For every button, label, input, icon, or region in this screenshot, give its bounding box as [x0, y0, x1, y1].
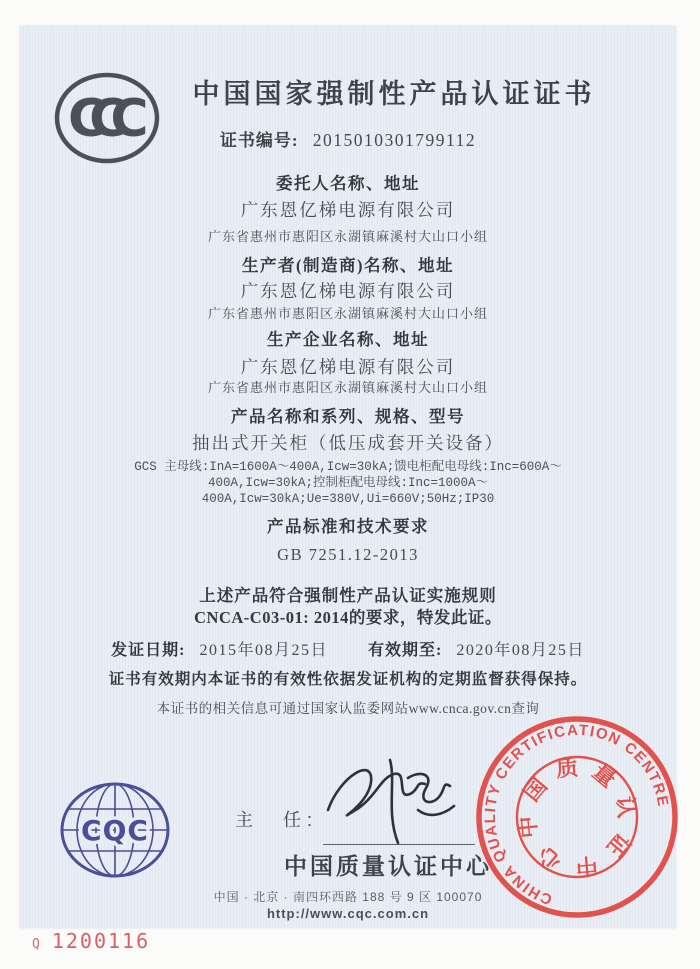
product-spec-line-2: 400A,Icw=30kA;控制柜配电母线:Inc=1000A～: [207, 476, 489, 490]
expiry-date-group: [368, 637, 585, 660]
manufacturer-address: 广东省惠州市惠阳区永湖镇麻溪村大山口小组: [207, 306, 488, 321]
section-heading-standard: 产品标准和技术要求: [267, 517, 429, 536]
print-serial-number: [32, 929, 150, 953]
signature-underline: [323, 844, 475, 845]
product-name: 抽出式开关柜（低压成套开关设备）: [192, 433, 504, 453]
factory-address: 广东省惠州市惠阳区永湖镇麻溪村大山口小组: [207, 380, 488, 395]
standard-code: GB 7251.12-2013: [277, 545, 419, 564]
conformity-statement-line-1: 上述产品符合强制性产品认证实施规则: [199, 586, 497, 605]
validity-note: 证书有效期内本证书的有效性依据发证机构的定期监督获得保持。: [108, 671, 588, 688]
query-note: 本证书的相关信息可通过国家认监委网站www.cnca.gov.cn查询: [156, 701, 540, 716]
applicant-name: 广东恩亿梯电源有限公司: [240, 200, 456, 220]
issuing-organization-name: 中国质量认证中心: [284, 853, 492, 879]
section-heading-applicant: 委托人名称、地址: [276, 174, 420, 193]
section-heading-product: 产品名称和系列、规格、型号: [231, 407, 465, 426]
svg-text:CHINA QUALITY CERTIFICATION CE: [448, 688, 692, 920]
factory-name: 广东恩亿梯电源有限公司: [240, 357, 456, 377]
issue-date-group: [111, 637, 328, 660]
conformity-statement-line-2: CNCA-C03-01: 2014的要求，特发此证。: [194, 608, 502, 627]
cqc-logo-text: CQC: [81, 814, 149, 847]
dates-row: [20, 637, 676, 660]
serial-digits: 1200116: [51, 929, 151, 953]
product-spec-line-1: GCS 主母线:InA=1600A～400A,Icw=30kA;馈电柜配电母线:Inc=600A～: [134, 460, 562, 474]
certificate-number-value: 2015010301799112: [312, 130, 477, 150]
certificate-number-row: [20, 126, 676, 151]
seal-inner-text: 中国质量认证中心: [513, 753, 641, 881]
issue-date-value: 2015年08月25日: [199, 642, 328, 659]
manufacturer-name: 广东恩亿梯电源有限公司: [240, 281, 456, 301]
issuer-website: http://www.cqc.com.cn: [266, 906, 430, 921]
expiry-date-value: 2020年08月25日: [456, 642, 585, 659]
serial-prefix: Q: [32, 937, 40, 952]
certificate-page: [20, 26, 676, 928]
seal-outer-text: CHINA QUALITY CERTIFICATION CENTRE: [481, 721, 672, 908]
section-heading-manufacturer: 生产者(制造商)名称、地址: [242, 256, 454, 275]
ccc-logo-text: CCC: [68, 89, 132, 149]
product-spec-line-3: 400A,Icw=30kA;Ue=380V,Ui=660V;50Hz;IP30: [201, 492, 495, 506]
certificate-number-label: 证书编号:: [219, 131, 299, 150]
product-spec-block: [20, 459, 676, 507]
applicant-address: 广东省惠州市惠阳区永湖镇麻溪村大山口小组: [207, 229, 488, 244]
issuer-address: 中国 · 北京 · 南四环西路 188 号 9 区 100070: [213, 890, 483, 904]
director-label: 主 任:: [235, 810, 319, 830]
issue-date-label: 发证日期:: [111, 642, 186, 659]
section-heading-factory: 生产企业名称、地址: [267, 330, 429, 349]
expiry-date-label: 有效期至:: [368, 642, 443, 659]
page-title: 中国国家强制性产品认证证书: [192, 79, 596, 109]
